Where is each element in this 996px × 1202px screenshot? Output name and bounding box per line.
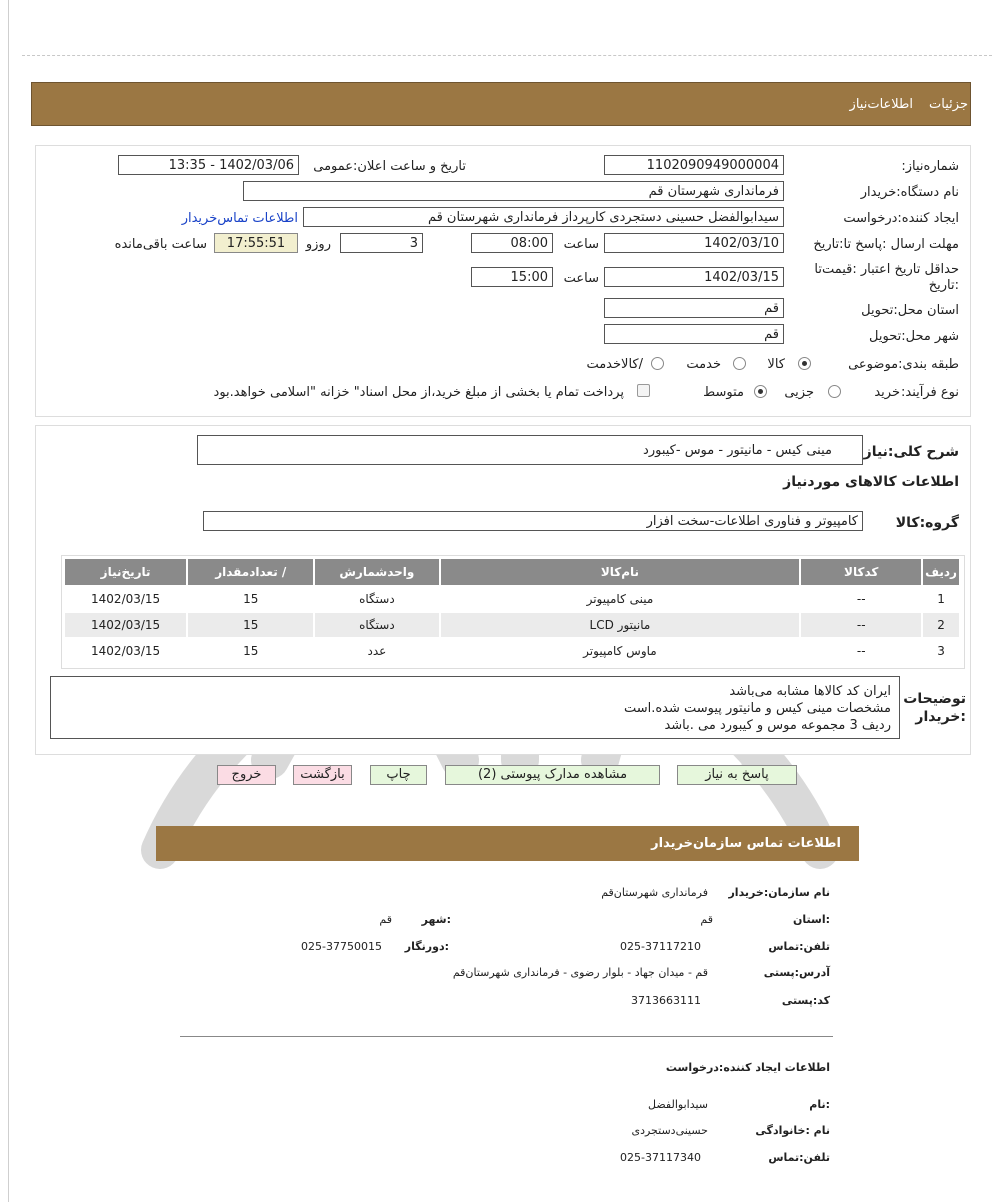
radio-service-label: خدمت bbox=[686, 357, 721, 372]
contact-divider bbox=[180, 1036, 833, 1037]
radio-medium[interactable] bbox=[754, 385, 767, 398]
province-label: استان محل:تحویل bbox=[861, 303, 959, 318]
back-button[interactable]: بازگشت bbox=[293, 765, 352, 785]
contact-city: قم bbox=[379, 913, 392, 926]
cell-date: 1402/03/15 bbox=[65, 613, 186, 637]
buyer-notes-label: توضیحات :خریدار bbox=[903, 691, 966, 725]
creator-family-label: نام :خانوادگی bbox=[755, 1124, 830, 1137]
buyer-org-label: نام دستگاه:خریدار bbox=[860, 185, 959, 200]
creator-family: حسینی‌دستجردی bbox=[631, 1124, 708, 1137]
city-field: قم bbox=[604, 324, 784, 344]
remaining-label: ساعت باقی‌مانده bbox=[114, 237, 207, 252]
cell-code: -- bbox=[801, 639, 921, 663]
creator-phone: 025-37117340 bbox=[620, 1151, 701, 1164]
col-code: کدکالا bbox=[801, 559, 921, 585]
exit-button[interactable]: خروج bbox=[217, 765, 276, 785]
creator-name-label: :نام bbox=[809, 1098, 830, 1111]
radio-goods-label: کالا bbox=[767, 357, 785, 372]
contact-phone: 025-37117210 bbox=[620, 940, 701, 953]
contact-address: قم - میدان جهاد - بلوار رضوی - فرمانداری شهرستان‌قم bbox=[452, 966, 708, 979]
cell-date: 1402/03/15 bbox=[65, 587, 186, 611]
cell-qty: 15 bbox=[188, 613, 313, 637]
radio-goods-service[interactable] bbox=[651, 357, 664, 370]
cell-name: مانیتور LCD bbox=[441, 613, 800, 637]
validity-date-field: 1402/03/15 bbox=[604, 267, 784, 287]
contact-fax-label: :دورنگار bbox=[404, 940, 449, 953]
buyer-note-line: ردیف 3 مجموعه موس و کیبورد می .باشد bbox=[664, 718, 891, 733]
cell-unit: دستگاه bbox=[315, 587, 438, 611]
city-label: شهر محل:تحویل bbox=[869, 329, 959, 344]
contact-address-label: آدرس:پستی bbox=[763, 966, 830, 979]
contact-province: قم bbox=[700, 913, 713, 926]
cell-code: -- bbox=[801, 587, 921, 611]
announce-field: 1402/03/06 - 13:35 bbox=[118, 155, 299, 175]
cell-row: 1 bbox=[923, 587, 959, 611]
deadline-label: مهلت ارسال :پاسخ تا:تاریخ bbox=[813, 237, 959, 252]
contact-fax: 025-37750015 bbox=[301, 940, 382, 953]
contact-province-label: :استان bbox=[793, 913, 830, 926]
group-label: گروه:کالا bbox=[895, 515, 959, 531]
contact-org: فرمانداری شهرستان‌قم bbox=[601, 886, 708, 899]
table-row bbox=[65, 587, 959, 611]
requester-field: سیدابوالفضل حسینی دستجردی کارپرداز فرمانداری شهرستان قم bbox=[303, 207, 784, 227]
requester-label: ایجاد کننده:درخواست bbox=[843, 211, 959, 226]
category-label: طبقه بندی:موضوعی bbox=[848, 357, 959, 372]
deadline-date-field: 1402/03/10 bbox=[604, 233, 784, 253]
buyer-org-field: فرمانداری شهرستان قم bbox=[243, 181, 784, 201]
table-row bbox=[65, 639, 959, 663]
validity-label: حداقل تاریخ اعتبار :قیمت‌تا :تاریخ bbox=[814, 262, 959, 293]
cell-date: 1402/03/15 bbox=[65, 639, 186, 663]
cell-row: 2 bbox=[923, 613, 959, 637]
need-number-field: 1102090949000004 bbox=[604, 155, 784, 175]
summary-field: مینی کیس - مانیتور - موس -کیبورد bbox=[197, 435, 863, 465]
validity-time-label: ساعت bbox=[563, 271, 599, 286]
radio-minor-label: جزیی bbox=[784, 385, 814, 400]
reply-button[interactable]: پاسخ به نیاز bbox=[677, 765, 797, 785]
contact-phone-label: تلفن:تماس bbox=[768, 940, 830, 953]
days-field: 3 bbox=[340, 233, 423, 253]
cell-qty: 15 bbox=[188, 587, 313, 611]
cell-unit: دستگاه bbox=[315, 613, 438, 637]
cell-name: مینی کامپیوتر bbox=[441, 587, 800, 611]
contact-city-label: :شهر bbox=[421, 913, 451, 926]
need-number-label: شماره‌نیاز: bbox=[901, 159, 959, 174]
col-name: نام‌کالا bbox=[441, 559, 800, 585]
contact-title: اطلاعات تماس سازمان‌خریدار bbox=[651, 836, 841, 851]
treasury-checkbox[interactable] bbox=[637, 384, 650, 397]
radio-service[interactable] bbox=[733, 357, 746, 370]
cell-row: 3 bbox=[923, 639, 959, 663]
tab-bar bbox=[31, 82, 971, 126]
radio-medium-label: متوسط bbox=[703, 385, 744, 400]
table-row bbox=[65, 613, 959, 637]
contact-postal-label: کد:پستی bbox=[781, 994, 830, 1007]
buyer-note-line: مشخصات مینی کیس و مانیتور پیوست شده.است bbox=[623, 701, 891, 716]
tab-details[interactable]: جزئیات bbox=[929, 97, 968, 112]
contact-org-label: نام سازمان:خریدار bbox=[728, 886, 830, 899]
validity-time-field: 15:00 bbox=[471, 267, 553, 287]
process-buy-label: خرید bbox=[874, 385, 900, 400]
items-table bbox=[63, 557, 961, 665]
buyer-note-line: ایران کد کالاها مشابه می‌باشد bbox=[729, 684, 891, 699]
days-label: روزو bbox=[305, 237, 331, 252]
radio-goods-service-label: /کالاخدمت bbox=[586, 357, 643, 372]
radio-minor[interactable] bbox=[828, 385, 841, 398]
summary-label: شرح کلی:نیاز bbox=[863, 444, 959, 460]
announce-label: تاریخ و ساعت اعلان:عمومی bbox=[313, 159, 466, 174]
deadline-time-field: 08:00 bbox=[471, 233, 553, 253]
creator-title: اطلاعات ایجاد کننده:درخواست bbox=[665, 1061, 830, 1074]
contact-header bbox=[156, 826, 859, 861]
payment-note: پرداخت تمام یا بخشی از مبلغ خرید،از محل اسناد" خزانه "اسلامی خواهد.بود bbox=[213, 385, 624, 400]
print-button[interactable]: چاپ bbox=[370, 765, 427, 785]
col-row: ردیف bbox=[923, 559, 959, 585]
col-unit: واحدشمارش bbox=[315, 559, 438, 585]
cell-unit: عدد bbox=[315, 639, 438, 663]
buyer-contact-link[interactable]: اطلاعات تماس‌خریدار bbox=[181, 211, 298, 226]
tab-need-info[interactable]: اطلاعات‌نیاز bbox=[849, 97, 913, 112]
group-field: کامپیوتر و فناوری اطلاعات-سخت افزار bbox=[203, 511, 863, 531]
contact-postal: 3713663111 bbox=[631, 994, 701, 1007]
remaining-time-box: 17:55:51 bbox=[214, 233, 298, 253]
attachments-button[interactable]: مشاهده مدارک پیوستی (2) bbox=[445, 765, 660, 785]
cell-qty: 15 bbox=[188, 639, 313, 663]
creator-name: سیدابوالفضل bbox=[648, 1098, 708, 1111]
col-date: تاریخ‌نیاز bbox=[65, 559, 186, 585]
creator-phone-label: تلفن:تماس bbox=[768, 1151, 830, 1164]
radio-goods[interactable] bbox=[798, 357, 811, 370]
top-dashed-divider bbox=[22, 55, 992, 56]
cell-name: ماوس کامپیوتر bbox=[441, 639, 800, 663]
province-field: قم bbox=[604, 298, 784, 318]
process-label: نوع فرآیند: bbox=[901, 385, 959, 400]
col-qty: / تعدادمقدار bbox=[188, 559, 313, 585]
cell-code: -- bbox=[801, 613, 921, 637]
deadline-time-label: ساعت bbox=[563, 237, 599, 252]
left-edge-line bbox=[8, 0, 9, 1202]
items-title: اطلاعات کالاهای موردنیاز bbox=[783, 474, 959, 490]
buyer-notes-box bbox=[50, 676, 900, 739]
